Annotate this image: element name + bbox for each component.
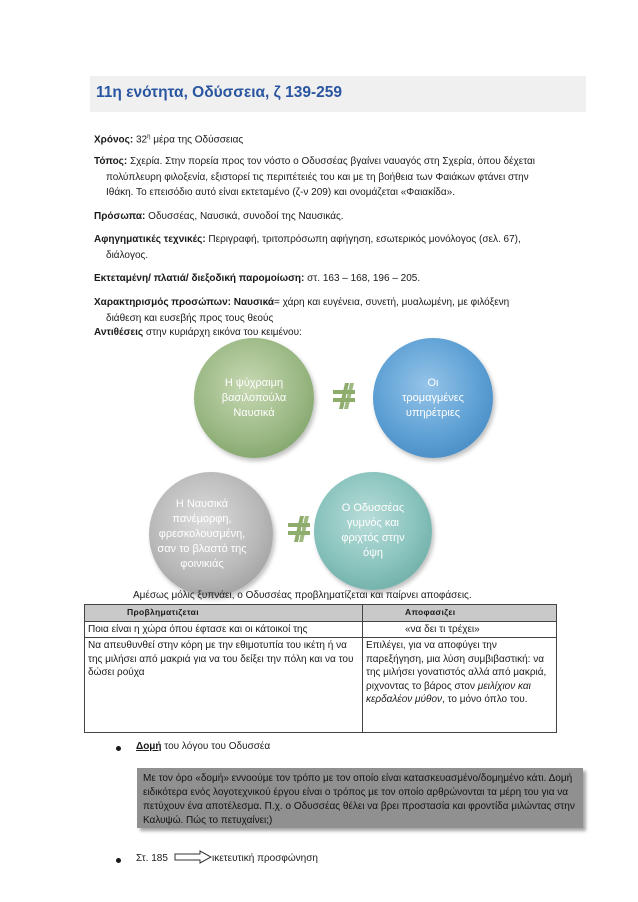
circle-4-line-1: Ο Οδυσσέας	[341, 502, 405, 514]
topos-text-3: Ιθάκη. Το επεισόδιο αυτό είναι εκτεταμένο (ζ-ν 209) και ονομάζεται «Φαιακίδα».	[106, 187, 455, 198]
circle-3-line-4: σαν το βλαστό της	[157, 542, 247, 555]
afigimatikes-paragraph	[94, 232, 594, 263]
topos-label: Τόπος:	[94, 156, 128, 167]
antitheseis-text: στην κυριάρχη εικόνα του κειμένου:	[143, 327, 302, 338]
chronos-text: μέρα της Οδύσσειας	[150, 134, 244, 146]
circle-3-line-3: φρεσκολουσμένη,	[158, 527, 246, 540]
afigimatikes-text: Περιγραφή, τριτοπρόσωπη αφήγηση, εσωτερικός μονόλογος (σελ. 67),	[205, 234, 521, 245]
table-cell-text-a: Επιλέγει, για να αποφύγει την παρεξήγηση, μια λύση συμβιβαστική: να της μιλήσει γονατιστός αλλά από μακριά, ριχνοντας το βάρος στον	[366, 640, 547, 692]
not-equal-icon	[331, 381, 357, 411]
chronos-label: Χρόνος:	[94, 134, 134, 146]
not-equal-icon	[286, 514, 312, 544]
topos-text-2: πολύπλευρη φιλοξενία, εξιστορεί τις περιπέτειές του και με τη βοήθεια των Φαιάκων φτάνει στην	[106, 171, 529, 183]
definition-text: Με τον όρο «δομή» εννοούμε τον τρόπο με τον οποίο είναι κατασκευασμένο/δομημένο κάτι. Δομή ειδικότερα ενός λογοτεχνικού έργου είναι ο τρόπος με τον οποίο αρθρώνονται τα μέρη του για να πετύχουν ένα αποτέλεσμα. Π.χ. ο Οδυσσέας θέλει να βρει προστασία και φροντίδα μιλώντας στην Καλυψώ. Πώς το πετυχαίνει;)	[143, 773, 575, 826]
table-cell-text-b: , το μόνο όπλο του.	[442, 694, 528, 705]
topos-paragraph	[94, 154, 594, 201]
circle-2-line-2: τρομαγμένες	[402, 391, 464, 404]
after-diagram-text: Αμέσως μόλις ξυπνάει, ο Οδυσσέας προβληματίζεται και παίρνει αποφάσεις.	[133, 590, 472, 601]
definition-box	[137, 768, 583, 828]
prosopa-line	[94, 209, 594, 225]
bullet-dot-icon	[116, 746, 121, 751]
bullet-line-185-right: ικετευτική προσφώνηση	[212, 853, 318, 864]
paromoiosi-text: στ. 163 – 168, 196 – 205.	[304, 273, 421, 284]
prosopa-text: Οδυσσέας, Ναυσικά, συνοδοί της Ναυσικάς.	[145, 211, 344, 222]
paromoiosi-label: Εκτεταμένη/ πλατιά/ διεξοδική παρομοίωση:	[94, 273, 305, 284]
circle-1-line-2: βασιλοπούλα	[221, 391, 287, 404]
chronos-sup: η	[147, 134, 151, 140]
table-row	[85, 621, 557, 638]
circle-4-line-2: γυμνός και	[347, 517, 399, 529]
circle-3-line-5: φοινικιάς	[180, 557, 224, 570]
afigimatikes-label: Αφηγηματικές τεχνικές:	[94, 234, 206, 245]
xaraktirismos-text-2: διάθεση και ευσεβής προς τους θεούς	[106, 312, 274, 324]
antitheseis-line	[94, 325, 594, 341]
circle-odysseus-naked	[314, 472, 432, 590]
table-header-right: Αποφασιζει	[363, 605, 557, 622]
circle-2-line-1: Οι	[427, 376, 439, 389]
circle-4-line-4: όψη	[362, 547, 384, 559]
xaraktirismos-paragraph	[94, 295, 594, 326]
table-cell	[363, 638, 557, 733]
bullet-dot-icon	[116, 858, 121, 863]
table-header-row	[85, 605, 557, 622]
circle-nausika-beautiful	[149, 472, 273, 596]
circle-1-line-3: Ναυσικά	[233, 406, 275, 419]
paromoiosi-line	[94, 271, 594, 287]
circle-1-line-1: Η ψύχραιμη	[224, 376, 284, 389]
xaraktirismos-label: Χαρακτηρισμός προσώπων: Ναυσικά	[94, 297, 274, 308]
bullet-structure-label: Δομή	[136, 741, 162, 752]
circle-3-line-1: Η Ναυσικά	[175, 497, 229, 510]
bullet-structure-rest: του λόγου του Οδυσσέα	[161, 741, 271, 752]
chronos-line	[94, 130, 594, 148]
right-arrow-icon	[174, 850, 212, 864]
circle-servants-scared	[373, 338, 493, 458]
xaraktirismos-text: = χάρη και ευγένεια, συνετή, μυαλωμένη, με φιλόξενη	[273, 297, 510, 308]
circle-3-line-2: πανέμορφη,	[172, 512, 232, 525]
title-bar	[90, 76, 586, 112]
afigimatikes-text-2: διάλογος.	[106, 249, 149, 261]
table-cell: «να δει τι τρέχει»	[363, 621, 557, 638]
table-header-left: Προβληματιζεται	[85, 605, 363, 622]
table-cell: Ποια είναι η χώρα όπου έφτασε και οι κάτοικοί της	[85, 621, 363, 638]
prosopa-label: Πρόσωπα:	[94, 211, 146, 222]
antitheseis-label: Αντιθέσεις	[94, 327, 144, 338]
circle-4-line-3: φριχτός στην	[341, 532, 405, 544]
topos-text: Σχερία. Στην πορεία προς τον νόστο ο Οδυσσέας βγαίνει ναυαγός στη Σχερία, όπου δέχεται	[127, 156, 536, 167]
page-title: 11η ενότητα, Οδύσσεια, ζ 139-259	[96, 84, 343, 101]
table-cell: Να απευθυνθεί στην κόρη με την εθιμοτυπία του ικέτη ή να της μιλήσει από μακριά για να του δείξει την πόλη και να του δώσει ρούχα	[85, 638, 363, 733]
table-row	[85, 638, 557, 733]
table-cell-emphasis: μειλίχιον και κερδαλέον μύθον	[366, 680, 531, 705]
circle-nausika-calm	[194, 338, 314, 458]
decision-table	[84, 604, 557, 733]
bullet-line-185-left: Στ. 185	[136, 853, 168, 864]
bullet-structure-text	[136, 741, 270, 752]
chronos-num: 32	[135, 134, 148, 146]
circle-2-line-3: υπηρέτριες	[405, 406, 461, 419]
